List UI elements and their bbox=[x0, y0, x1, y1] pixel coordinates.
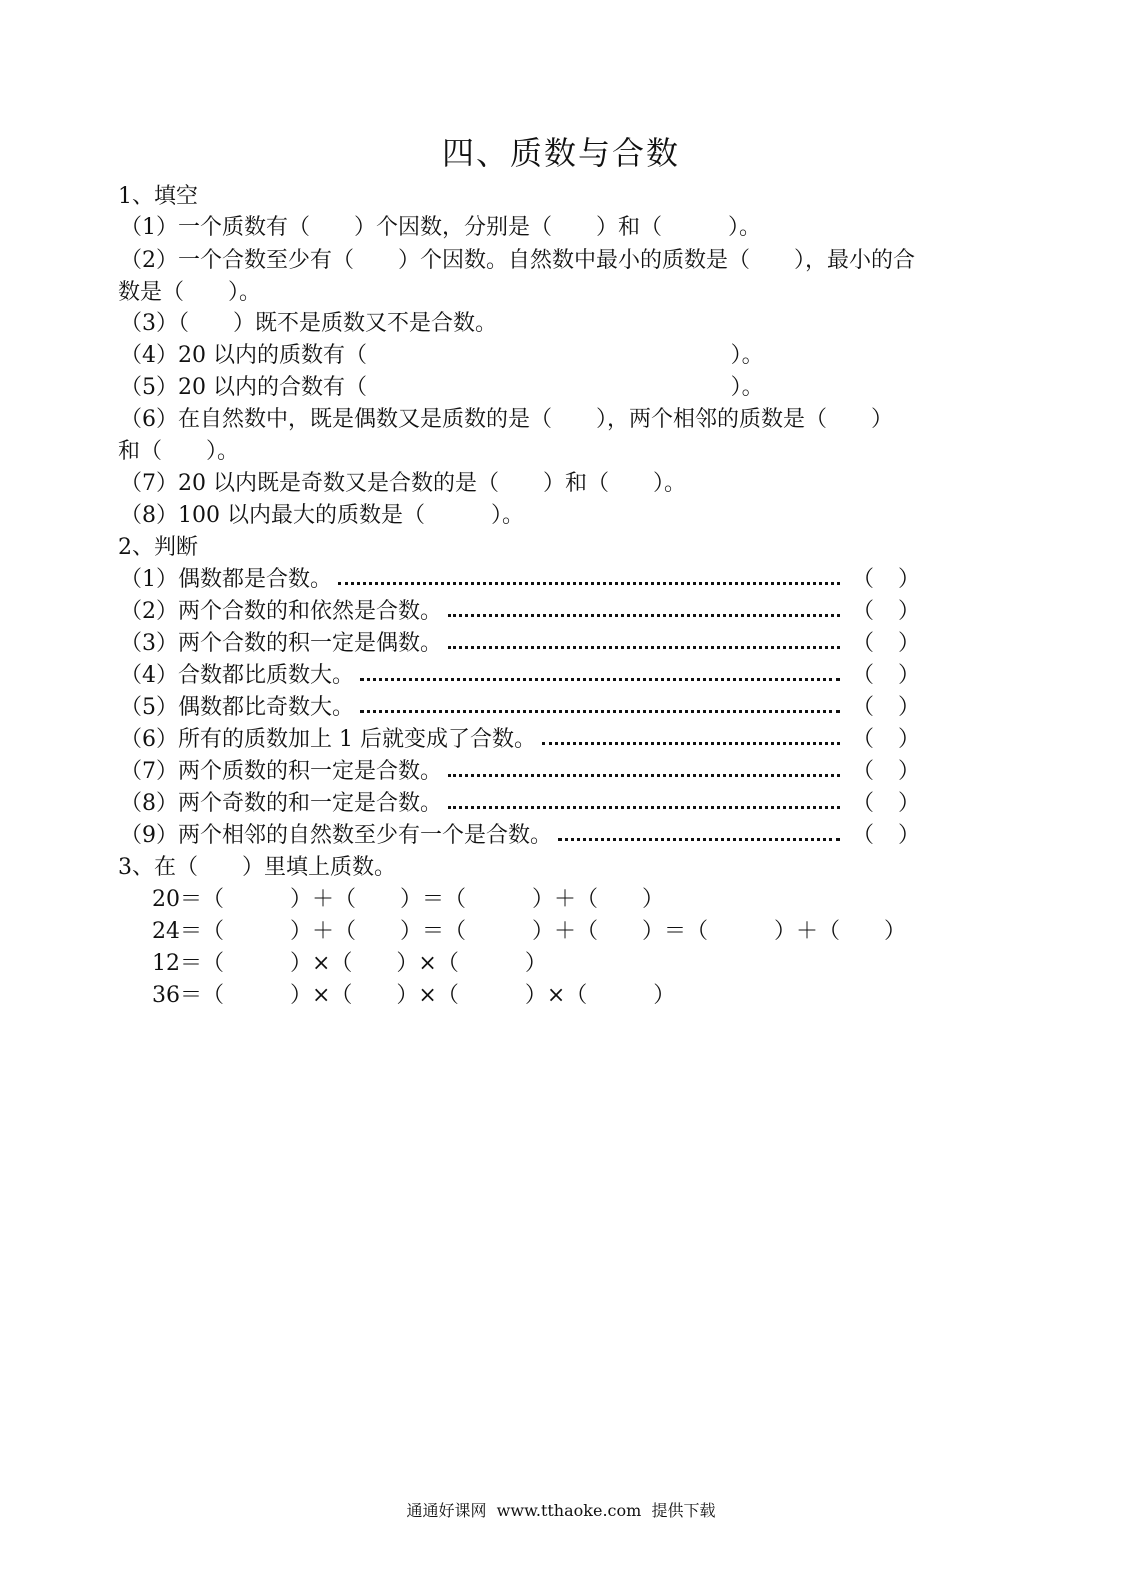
answer-bracket: （ ） bbox=[852, 695, 920, 720]
judge-text: （1）偶数都是合数。 bbox=[120, 567, 332, 592]
judge-text: （6）所有的质数加上 1 后就变成了合数。 bbox=[120, 727, 536, 752]
fill-item-2: （2）一个合数至少有（ ）个因数。自然数中最小的质数是（ ），最小的合 bbox=[120, 248, 915, 273]
section-3-heading: 3、在（ ）里填上质数。 bbox=[118, 855, 396, 880]
judge-text: （5）偶数都比奇数大。 bbox=[120, 695, 354, 720]
fill-item-4: （4）20 以内的质数有（ ）。 bbox=[120, 343, 764, 368]
answer-bracket: （ ） bbox=[852, 567, 920, 592]
judge-item-9 bbox=[120, 821, 920, 851]
judge-text: （8）两个奇数的和一定是合数。 bbox=[120, 791, 442, 816]
footer-credit: 通通好课网 www.tthaoke.com 提供下载 bbox=[406, 1501, 716, 1520]
dot-leader bbox=[558, 838, 840, 841]
judge-text: （4）合数都比质数大。 bbox=[120, 663, 354, 688]
dot-leader bbox=[448, 646, 840, 649]
fill-item-7: （7）20 以内既是奇数又是合数的是（ ）和（ ）。 bbox=[120, 471, 686, 496]
dot-leader bbox=[448, 774, 840, 777]
answer-bracket: （ ） bbox=[852, 599, 920, 624]
dot-leader bbox=[360, 678, 840, 681]
dot-leader bbox=[448, 806, 840, 809]
equation-24: 24＝（ ）＋（ ）＝（ ）＋（ ）＝（ ）＋（ ） bbox=[152, 919, 906, 944]
judge-item-4 bbox=[120, 661, 920, 691]
judge-text: （2）两个合数的和依然是合数。 bbox=[120, 599, 442, 624]
fill-item-8: （8）100 以内最大的质数是（ ）。 bbox=[120, 503, 524, 528]
judge-item-7 bbox=[120, 757, 920, 787]
fill-item-1: （1）一个质数有（ ）个因数，分别是（ ）和（ ）。 bbox=[120, 215, 761, 240]
judge-item-3 bbox=[120, 629, 920, 659]
equation-20: 20＝（ ）＋（ ）＝（ ）＋（ ） bbox=[152, 887, 664, 912]
answer-bracket: （ ） bbox=[852, 631, 920, 656]
judge-item-8 bbox=[120, 789, 920, 819]
answer-bracket: （ ） bbox=[852, 727, 920, 752]
judge-text: （7）两个质数的积一定是合数。 bbox=[120, 759, 442, 784]
judge-item-1 bbox=[120, 565, 920, 595]
fill-item-3: （3）（ ）既不是质数又不是合数。 bbox=[120, 311, 497, 336]
equation-12: 12＝（ ）×（ ）×（ ） bbox=[152, 951, 547, 976]
judge-item-6 bbox=[120, 725, 920, 755]
judge-text: （3）两个合数的积一定是偶数。 bbox=[120, 631, 442, 656]
answer-bracket: （ ） bbox=[852, 823, 920, 848]
dot-leader bbox=[448, 614, 840, 617]
fill-item-2-cont: 数是（ ）。 bbox=[118, 280, 262, 305]
equation-36: 36＝（ ）×（ ）×（ ）×（ ） bbox=[152, 983, 676, 1008]
dot-leader bbox=[360, 710, 840, 713]
section-1-heading: 1、填空 bbox=[118, 184, 198, 209]
dot-leader bbox=[542, 742, 840, 745]
fill-item-5: （5）20 以内的合数有（ ）。 bbox=[120, 375, 764, 400]
fill-item-6: （6）在自然数中，既是偶数又是质数的是（ ），两个相邻的质数是（ ） bbox=[120, 407, 893, 432]
judge-item-5 bbox=[120, 693, 920, 723]
answer-bracket: （ ） bbox=[852, 759, 920, 784]
dot-leader bbox=[338, 582, 840, 585]
judge-text: （9）两个相邻的自然数至少有一个是合数。 bbox=[120, 823, 552, 848]
answer-bracket: （ ） bbox=[852, 663, 920, 688]
section-2-heading: 2、判断 bbox=[118, 535, 198, 560]
judge-item-2 bbox=[120, 597, 920, 627]
answer-bracket: （ ） bbox=[852, 791, 920, 816]
fill-item-6-cont: 和（ ）。 bbox=[118, 439, 240, 464]
page-title: 四、质数与合数 bbox=[441, 134, 680, 172]
